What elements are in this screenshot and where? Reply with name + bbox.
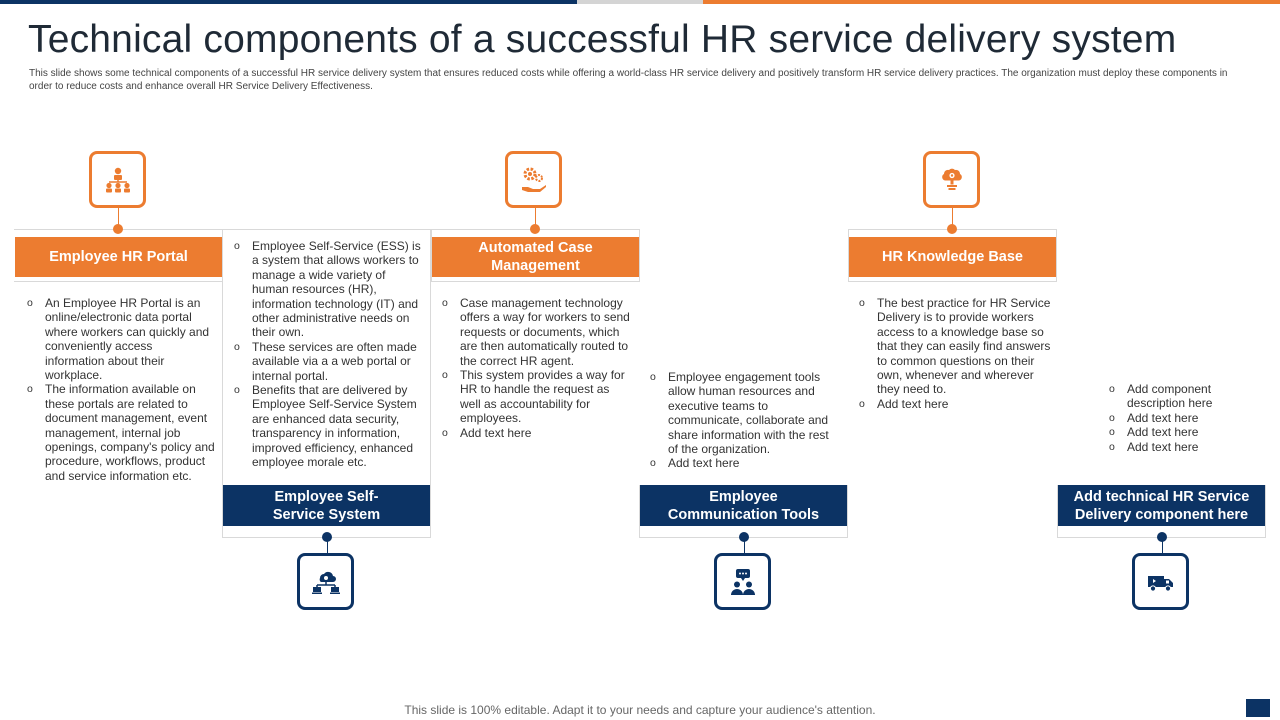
slide-title: Technical components of a successful HR service delivery system [28,18,1177,61]
component-6-heading: Add technical HR Service Delivery component here [1058,485,1265,526]
list-item: o These services are often made available via a a web portal or internal portal. [230,340,424,383]
component-6-bullets [1105,382,1235,454]
component-4-heading [640,485,847,526]
list-item: o Employee Self-Service (ESS) is a system that allows workers to manage a wide variety of human resources (HR), information technology (IT) and other administrative needs on their own. [230,239,424,340]
component-2-icon-frame [297,553,354,610]
chat-people-icon [728,567,758,597]
component-3-heading-text: Automated Case Management [478,240,593,274]
component-3-heading [432,237,639,277]
component-2-heading-text: Employee Self-Service System [272,488,381,523]
list-item: o The best practice for HR Service Delivery is to provide workers access to a knowledge base so that they can easily find answers to common questions on their own, whenever and wherever they need to. [855,296,1051,397]
component-5-bullets [855,296,1051,411]
list-item: o Employee engagement tools allow human resources and executive teams to communicate, collaborate and share information with the rest of the organization. [646,370,838,456]
component-2-bullets [230,239,424,470]
footer-note: This slide is 100% editable. Adapt it to your needs and capture your audience's attention. [404,703,876,717]
component-3-icon-frame [505,151,562,208]
top-bar-orange [703,0,1280,4]
slide-description: This slide shows some technical components of a successful HR service delivery system that ensures reduced costs while offering a world-class HR service delivery and positively transform HR service delivery practices. The organization must deploy these components in order to reduce costs and enhance overall HR Service Delivery Effectiveness. [29,68,1228,92]
list-item: o Case management technology offers a way for workers to send requests or documents, which are then automatically routed to the correct HR agent. [438,296,630,368]
gear-hand-icon [519,165,549,195]
component-4-dot [739,532,749,542]
list-item: o The information available on these portals are related to document management, event management, internal job openings, company's policy and procedure, workflows, product and service information etc. [23,382,215,483]
team-hierarchy-icon [103,165,133,195]
component-1-dot [113,224,123,234]
list-item: o An Employee HR Portal is an online/electronic data portal where workers can quickly and conveniently access information about their workplace. [23,296,215,382]
component-5-heading: HR Knowledge Base [849,237,1056,277]
brain-idea-icon [937,165,967,195]
component-5-dot [947,224,957,234]
component-4-heading-text: Employee Communication Tools [667,488,820,523]
component-1-heading: Employee HR Portal [15,237,222,277]
list-item: o This system provides a way for HR to handle the request as well as accountability for employees. [438,368,630,426]
list-item: o Add component description here [1105,382,1235,411]
component-6-icon-frame [1132,553,1189,610]
component-6-dot [1157,532,1167,542]
network-cloud-icon [311,567,341,597]
component-5-icon-frame [923,151,980,208]
list-item: o Add text here [855,397,1051,411]
component-3-dot [530,224,540,234]
delivery-truck-icon [1146,567,1176,597]
component-3-bullets [438,296,630,440]
top-bar-gray [577,0,703,4]
component-1-bullets [23,296,215,483]
list-item: o Add text here [1105,411,1235,425]
top-bar-navy [0,0,577,4]
list-item: o Add text here [1105,425,1235,439]
list-item: o Add text here [646,456,838,470]
component-4-icon-frame [714,553,771,610]
list-item: o Add text here [1105,440,1235,454]
component-1-icon-frame [89,151,146,208]
list-item: o Benefits that are delivered by Employee Self-Service System are enhanced data security, transparency in information, improved efficiency, enhanced employee morale etc. [230,383,424,469]
corner-accent [1246,699,1270,717]
component-2-dot [322,532,332,542]
component-2-heading [223,485,430,526]
list-item: o Add text here [438,426,630,440]
component-4-bullets [646,370,838,471]
